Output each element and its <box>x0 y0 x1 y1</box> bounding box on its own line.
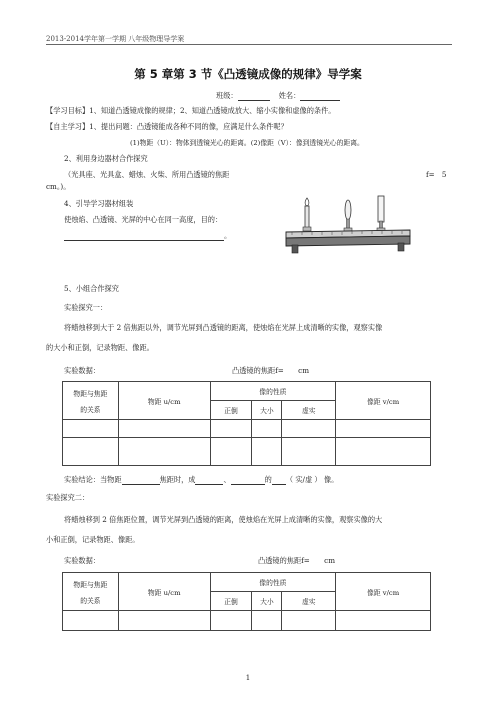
table-cell[interactable] <box>336 420 431 438</box>
self-study-q4-detail: 使烛焰、凸透镜、光屏的中心在同一高度，目的： <box>64 215 223 224</box>
explore2-text-a: 将蜡烛移到 2 倍焦距位置，调节光屏到凸透镜的距离，使烛焰在光屏上成清晰的实像，观察实像的大 <box>64 515 383 524</box>
table2-header-v: 像距 v/cm <box>336 573 431 611</box>
conclusion1-text-a: 实验结论：当物距 <box>64 475 122 484</box>
self-study-q1 <box>46 122 288 132</box>
table1-header-u: 物距 u/cm <box>118 382 210 420</box>
table1-focal-label: 凸透镜的焦距f= cm <box>232 366 310 375</box>
self-study-label: 【自主学习】 <box>46 122 90 131</box>
page-number: 1 <box>245 674 251 682</box>
table-cell[interactable] <box>118 611 210 631</box>
table-cell[interactable] <box>118 420 210 438</box>
conclusion1-text-b: 焦距时，成 <box>159 475 196 484</box>
table2-header-size: 大小 <box>252 592 282 611</box>
table-cell[interactable] <box>210 611 252 631</box>
conclusion1-text-d: 的 <box>264 475 272 484</box>
name-blank[interactable] <box>300 92 340 101</box>
table-cell[interactable] <box>210 438 252 466</box>
purpose-end: 。 <box>224 231 232 240</box>
goals-text: 1、知道凸透镜成像的规律；2、知道凸透镜成放大、缩小实像和虚像的条件。 <box>89 106 336 115</box>
table-cell[interactable] <box>118 438 210 466</box>
header-rule <box>46 44 452 45</box>
distance-definitions: (1)物距（U）：物体到透镜光心的距离。(2)像距（V）：像到透镜光心的距离。 <box>130 139 364 147</box>
table2-header-image-nature: 像的性质 <box>210 573 336 592</box>
name-label: 姓名： <box>278 91 301 100</box>
conclusion1-blank-2[interactable] <box>195 476 223 485</box>
table-row <box>63 420 431 438</box>
data-table-1 <box>62 381 431 466</box>
table-cell[interactable] <box>282 420 336 438</box>
class-name-line <box>216 91 340 101</box>
focal-length-unit: cm。)。 <box>46 182 71 191</box>
table-cell[interactable] <box>336 438 431 466</box>
self-study-q2: 2、利用身边器材合作探究 <box>64 154 148 163</box>
conclusion1-blank-4[interactable] <box>272 476 286 485</box>
explore1-text-a: 将蜡烛移到大于 2 倍焦距以外，调节光屏到凸透镜的距离，使烛焰在光屏上成清晰的实像，观察实像 <box>64 323 383 332</box>
table1-data-label: 实验数据： <box>64 366 100 375</box>
table-cell[interactable] <box>63 420 119 438</box>
table2-header-real-virtual: 虚实 <box>282 592 336 611</box>
conclusion1-blank-3[interactable] <box>231 476 265 485</box>
optical-bench-illustration <box>282 188 414 258</box>
table-cell[interactable] <box>252 420 282 438</box>
table-row <box>63 611 431 631</box>
class-blank[interactable] <box>238 92 270 101</box>
self-study-q5: 5、小组合作探究 <box>64 284 119 293</box>
data-table-2 <box>62 572 431 631</box>
learning-goals <box>46 106 335 116</box>
explore1-label: 实验探究一： <box>64 303 108 312</box>
self-study-q1-text: 1、提出问题：凸透镜能成各种不同的像，应满足什么条件呢？ <box>89 122 288 131</box>
table2-header-orientation: 正倒 <box>210 592 252 611</box>
explore2-text-b: 小和正倒，记录物距、像距。 <box>46 535 140 544</box>
table-cell[interactable] <box>282 438 336 466</box>
page-title: 第 5 章第 3 节《凸透镜成像的规律》导学案 <box>134 67 362 81</box>
focal-length-value: f= 5 <box>426 170 447 179</box>
page-header: 2013-2014学年第一学期 八年级物理导学案 <box>46 35 185 43</box>
table-cell[interactable] <box>252 611 282 631</box>
goals-label: 【学习目标】 <box>46 106 90 115</box>
table2-data-label: 实验数据： <box>64 556 100 565</box>
table1-header-image-nature: 像的性质 <box>210 382 336 401</box>
table-row <box>63 438 431 466</box>
self-study-q4: 4、引导学习器材组装 <box>64 199 134 208</box>
table1-header-relation: 物距与焦距 的关系 <box>63 382 119 420</box>
self-study-q2-detail: （光具座、光具盒、蜡烛、火柴、所用凸透镜的焦距 <box>64 170 230 179</box>
table-cell[interactable] <box>336 611 431 631</box>
purpose-blank[interactable] <box>64 232 224 241</box>
conclusion1-text-c: 、 <box>223 475 231 484</box>
table2-header-relation: 物距与焦距 的关系 <box>63 573 119 611</box>
table-cell[interactable] <box>63 438 119 466</box>
table1-header-v: 像距 v/cm <box>336 382 431 420</box>
table1-header-orientation: 正倒 <box>210 401 252 420</box>
explore1-text-b: 的大小和正倒，记录物距、像距。 <box>46 343 154 352</box>
table2-focal-label: 凸透镜的焦距f= cm <box>258 556 336 565</box>
table1-header-real-virtual: 虚实 <box>282 401 336 420</box>
purpose-answer-line <box>64 231 231 241</box>
table-cell[interactable] <box>282 611 336 631</box>
conclusion1 <box>64 475 338 485</box>
table2-header-u: 物距 u/cm <box>118 573 210 611</box>
table1-header-size: 大小 <box>252 401 282 420</box>
conclusion1-text-e: （ 实/虚 ） 像。 <box>285 475 339 484</box>
conclusion1-blank-1[interactable] <box>122 476 160 485</box>
explore2-label: 实验探究二： <box>46 493 90 502</box>
table-cell[interactable] <box>63 611 119 631</box>
table-cell[interactable] <box>210 420 252 438</box>
table-cell[interactable] <box>252 438 282 466</box>
class-label: 班级： <box>216 91 238 100</box>
